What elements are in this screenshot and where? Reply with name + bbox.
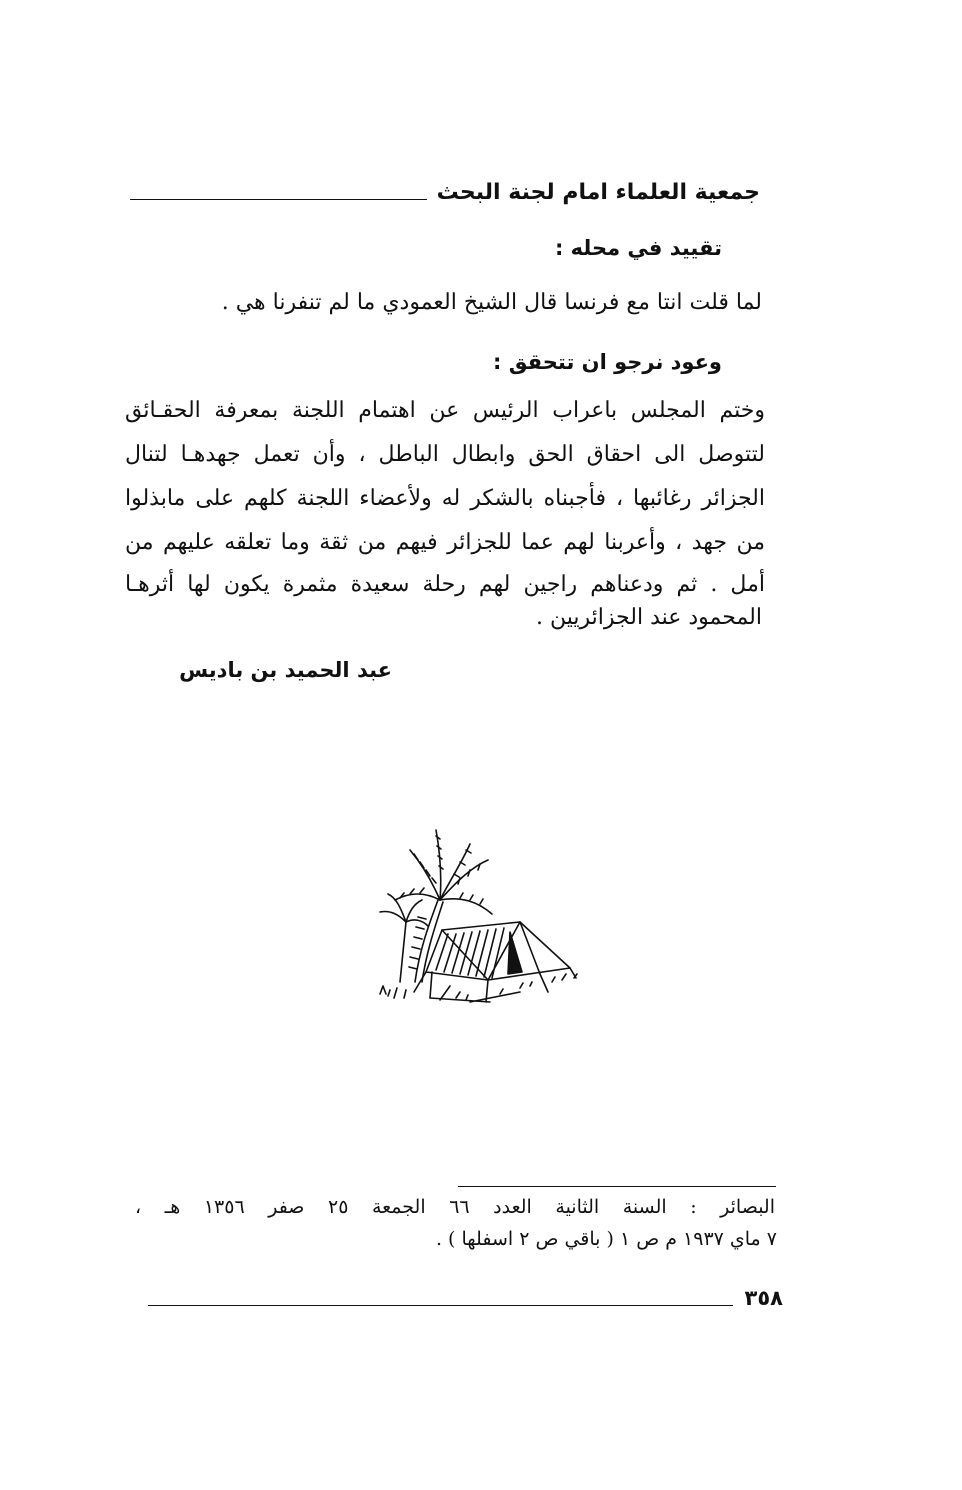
footnote-line-1: البصائر : السنة الثانية العدد ٦٦ الجمعة ٢٥ صفر ١٣٥٦ هـ ، [135, 1196, 776, 1218]
palm-tree-and-tent-icon [370, 822, 585, 1010]
section-heading-1: تقييد في محله : [554, 236, 722, 260]
footnote-line-2: ٧ ماي ١٩٣٧ م ص ١ ( باقي ص ٢ اسفلها ) . [435, 1228, 777, 1250]
body-line-last: المحمود عند الجزائريين . [536, 605, 762, 630]
body-line: وختم المجلس باعراب الرئيس عن اهتمام اللجنة بمعرفة الحقـائق [125, 398, 765, 423]
page-footer [148, 1280, 783, 1316]
running-header [130, 172, 760, 212]
body-line: لما قلت انتا مع فرنسا قال الشيخ العمودي ما لم تنفرنا هي . [221, 290, 762, 315]
section-heading-2: وعود نرجو ان تتحقق : [493, 350, 722, 374]
body-line: لتتوصل الى احقاق الحق وابطال الباطل ، وأن تعمل جهدهـا لتنال [125, 442, 765, 467]
body-line: أمل . ثم ودعناهم راجين لهم رحلة سعيدة مثمرة يكون لها أثرهـا [125, 572, 765, 597]
footnote-rule [458, 1186, 776, 1187]
body-line: الجزائر رغائبها ، فأجبناه بالشكر له ولأعضاء اللجنة كلهم على مابذلوا [125, 486, 765, 511]
body-line: من جهد ، وأعربنا لهم عما للجزائر فيهم من ثقة وما تعلقه عليهم من [125, 530, 765, 555]
page-number: ٣٥٨ [744, 1286, 783, 1310]
header-rule [130, 199, 427, 200]
running-title: جمعية العلماء امام لجنة البحث [436, 179, 760, 205]
author-signature: عبد الحميد بن باديس [179, 658, 392, 682]
footer-rule [148, 1305, 733, 1306]
